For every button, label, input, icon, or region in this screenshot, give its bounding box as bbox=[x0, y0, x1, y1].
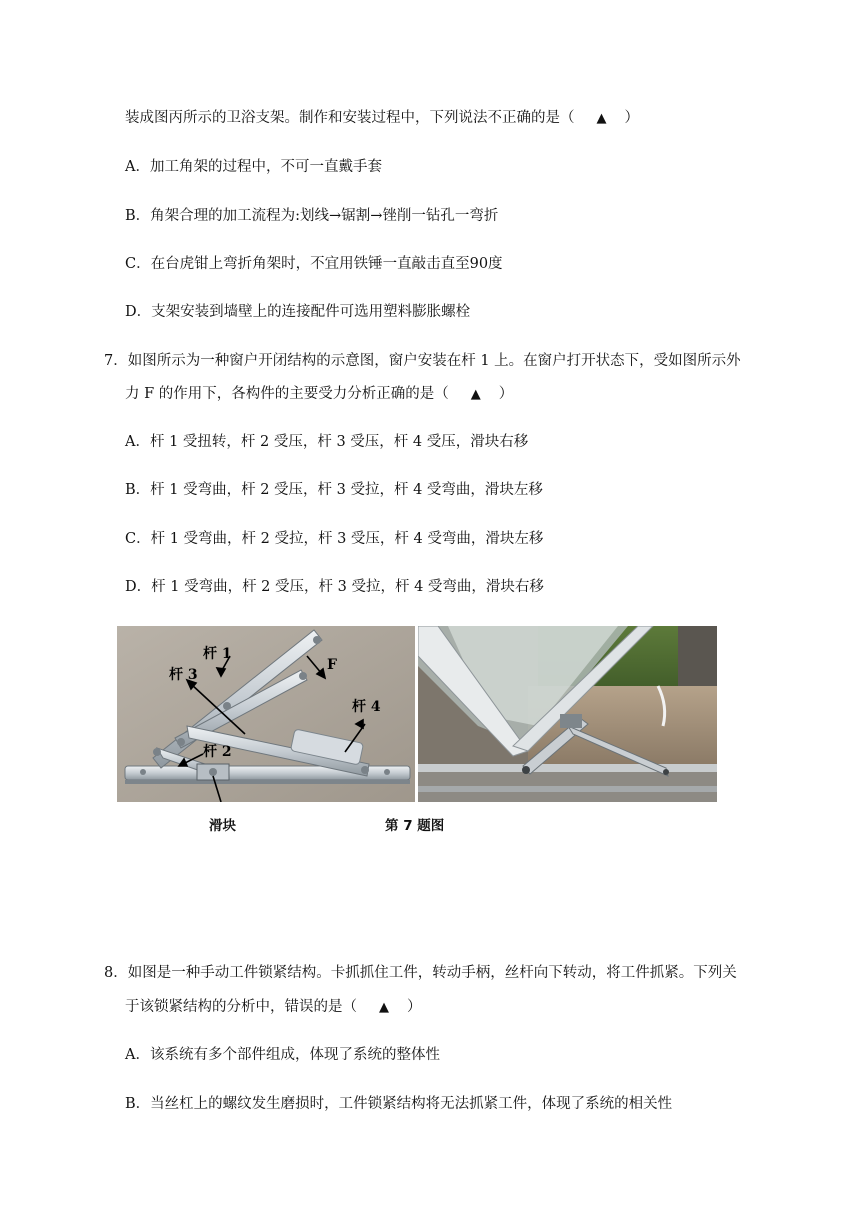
window-photo-drawing bbox=[418, 626, 717, 802]
q7-option-b: B．杆 1 受弯曲，杆 2 受压，杆 3 受拉，杆 4 受弯曲，滑块左移 bbox=[125, 482, 543, 498]
q7-option-a: A．杆 1 受扭转，杆 2 受压，杆 3 受压，杆 4 受压，滑块右移 bbox=[125, 434, 529, 450]
q8-stem-line2 bbox=[125, 997, 422, 1018]
window-hinge-photo bbox=[117, 626, 415, 802]
caption-slider: 滑块 bbox=[209, 818, 236, 834]
window-open-photo bbox=[418, 626, 717, 802]
close-paren: ） bbox=[498, 386, 514, 402]
q7-stem-text: 力 F 的作用下，各构件的主要受力分析正确的是（ bbox=[125, 386, 449, 402]
hinge-diagram bbox=[117, 626, 415, 802]
q8-stem-line1: 8．如图是一种手动工件锁紧结构。卡抓抓住工件，转动手柄，丝杆向下转动，将工件抓紧。下列关 bbox=[104, 965, 737, 981]
q7-stem-line2 bbox=[125, 384, 513, 405]
q8-option-a: A．该系统有多个部件组成，体现了系统的整体性 bbox=[125, 1047, 440, 1063]
close-paren: ） bbox=[407, 999, 422, 1015]
label-force-f: F bbox=[327, 657, 337, 673]
label-rod4: 杆 4 bbox=[352, 699, 381, 715]
q7-stem-line1: 7．如图所示为一种窗户开闭结构的示意图，窗户安装在杆 1 上。在窗户打开状态下，受如图所示外 bbox=[104, 353, 741, 369]
label-rod2: 杆 2 bbox=[203, 744, 232, 760]
q7-option-c: C．杆 1 受弯曲，杆 2 受拉，杆 3 受压，杆 4 受弯曲，滑块左移 bbox=[125, 531, 544, 547]
figure-caption: 第 7 题图 bbox=[385, 818, 445, 834]
answer-blank-marker: ▲ bbox=[596, 111, 607, 126]
q6-continuation-line bbox=[125, 108, 639, 129]
q8-stem-text: 于该锁紧结构的分析中，错误的是（ bbox=[125, 999, 357, 1015]
label-rod1: 杆 1 bbox=[203, 646, 232, 662]
answer-blank-marker: ▲ bbox=[379, 1000, 389, 1015]
q7-option-d: D．杆 1 受弯曲，杆 2 受压，杆 3 受拉，杆 4 受弯曲，滑块右移 bbox=[125, 579, 544, 595]
answer-blank-marker: ▲ bbox=[470, 387, 481, 402]
q6-option-b: B．角架合理的加工流程为:划线→锯割→锉削一钻孔一弯折 bbox=[125, 208, 499, 224]
q8-option-b: B．当丝杠上的螺纹发生磨损时，工件锁紧结构将无法抓紧工件，体现了系统的相关性 bbox=[125, 1096, 673, 1112]
q6-option-a: A．加工角架的过程中，不可一直戴手套 bbox=[125, 159, 382, 175]
label-rod3: 杆 3 bbox=[169, 667, 198, 683]
q6-option-c: C．在台虎钳上弯折角架时，不宜用铁锤一直敲击直至90度 bbox=[125, 256, 503, 272]
q6-option-d: D．支架安装到墙壁上的连接配件可选用塑料膨胀螺栓 bbox=[125, 304, 471, 320]
q6-stem-text: 装成图丙所示的卫浴支架。制作和安装过程中，下列说法不正确的是（ bbox=[125, 110, 575, 126]
close-paren: ） bbox=[624, 110, 639, 126]
